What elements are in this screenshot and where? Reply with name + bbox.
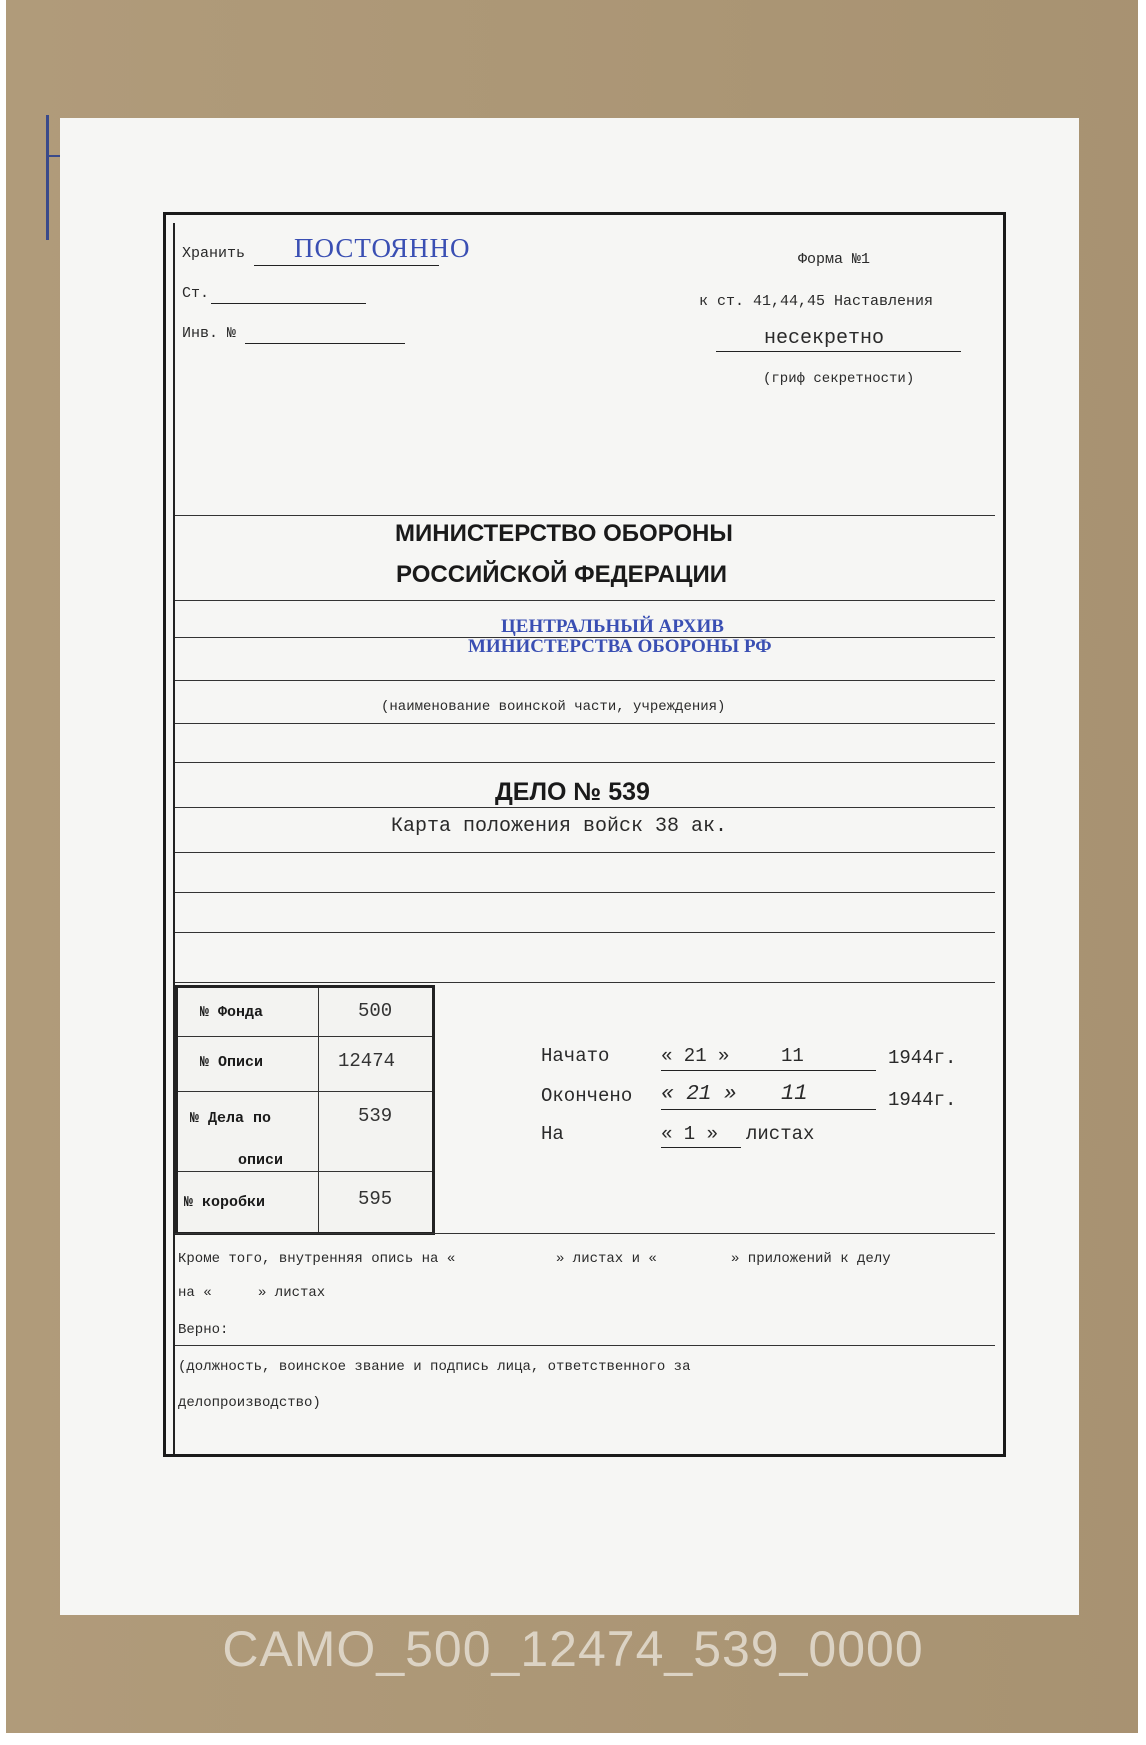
org-caption: (наименование воинской части, учреждения) xyxy=(381,699,726,715)
inventory-text-c: » приложений к делу xyxy=(731,1251,891,1267)
ministry-line-1: МИНИСТЕРСТВО ОБОРОНЫ xyxy=(395,520,733,547)
ended-label: Окончено xyxy=(541,1085,633,1107)
rule xyxy=(175,762,995,763)
rule xyxy=(175,515,995,516)
sheets-underline xyxy=(661,1147,741,1148)
rule xyxy=(175,807,995,808)
ministry-line-2: РОССИЙСКОЙ ФЕДЕРАЦИИ xyxy=(396,561,727,588)
ink-mark xyxy=(46,155,60,157)
fond-label: № Фонда xyxy=(200,1004,264,1021)
form-number: Форма №1 xyxy=(798,251,871,268)
inv-underline xyxy=(245,343,405,344)
ended-day: « 21 » xyxy=(661,1083,737,1106)
started-month: 11 xyxy=(781,1045,804,1067)
ended-year: 1944г. xyxy=(888,1089,957,1111)
archive-stamp-line-1: ЦЕНТРАЛЬНЫЙ АРХИВ xyxy=(501,616,724,637)
form-reference: к ст. 41,44,45 Наставления xyxy=(699,293,934,310)
rule xyxy=(175,680,995,681)
keep-stamp: ПОСТОЯННО xyxy=(294,233,471,263)
started-year: 1944г. xyxy=(888,1047,957,1069)
archive-reference-table xyxy=(175,985,435,1235)
keep-label: Хранить xyxy=(182,245,246,262)
rule xyxy=(175,982,995,983)
st-underline xyxy=(211,303,366,304)
st-label: Ст. xyxy=(182,285,210,302)
table-row xyxy=(178,1091,432,1172)
delo-label-1: № Дела по xyxy=(190,1110,272,1127)
keep-underline xyxy=(254,265,439,266)
document-identifier: CAMO_500_12474_539_0000 xyxy=(222,1621,924,1677)
rule xyxy=(175,600,995,601)
rule xyxy=(175,852,995,853)
responsible-caption-1: (должность, воинское звание и подпись лица, ответственного за xyxy=(178,1359,691,1375)
secrecy-underline xyxy=(716,351,961,352)
case-description: Карта положения войск 38 ак. xyxy=(391,815,728,838)
opis-value: 12474 xyxy=(338,1050,396,1072)
rule xyxy=(175,892,995,893)
delo-label-2: описи xyxy=(238,1152,284,1169)
started-label: Начато xyxy=(541,1045,610,1067)
fond-value: 500 xyxy=(358,1000,393,1022)
box-value: 595 xyxy=(358,1188,393,1210)
started-day: « 21 » xyxy=(661,1045,730,1067)
case-title: ДЕЛО № 539 xyxy=(495,778,650,806)
delo-value: 539 xyxy=(358,1105,393,1127)
secrecy-caption: (гриф секретности) xyxy=(763,371,915,387)
ink-mark xyxy=(46,115,49,240)
correct-label: Верно: xyxy=(178,1322,229,1338)
inv-label: Инв. № xyxy=(182,325,237,342)
rule xyxy=(175,637,995,638)
inventory-text-a: Кроме того, внутренняя опись на « xyxy=(178,1251,456,1267)
rule xyxy=(175,1345,995,1346)
sheets-label: листах xyxy=(746,1123,815,1145)
archive-stamp-line-2: МИНИСТЕРСТВА ОБОРОНЫ РФ xyxy=(468,636,772,657)
box-label: № коробки xyxy=(184,1194,266,1211)
ended-month: 11 xyxy=(781,1081,808,1106)
opis-label: № Описи xyxy=(200,1054,264,1071)
on-label: На xyxy=(541,1123,564,1145)
responsible-caption-2: делопроизводство) xyxy=(178,1395,321,1411)
inventory-text-b: » листах и « xyxy=(556,1251,657,1267)
secrecy-value: несекретно xyxy=(764,327,885,350)
form-frame xyxy=(163,212,1006,1457)
inventory-text-d: на « xyxy=(178,1285,212,1301)
frame-inner-border xyxy=(173,223,175,1454)
rule xyxy=(175,932,995,933)
ended-underline xyxy=(661,1109,876,1110)
rule xyxy=(175,723,995,724)
started-underline xyxy=(661,1070,876,1071)
rule xyxy=(175,1233,995,1234)
inventory-text-e: » листах xyxy=(258,1285,326,1301)
sheets-count: « 1 » xyxy=(661,1123,719,1145)
